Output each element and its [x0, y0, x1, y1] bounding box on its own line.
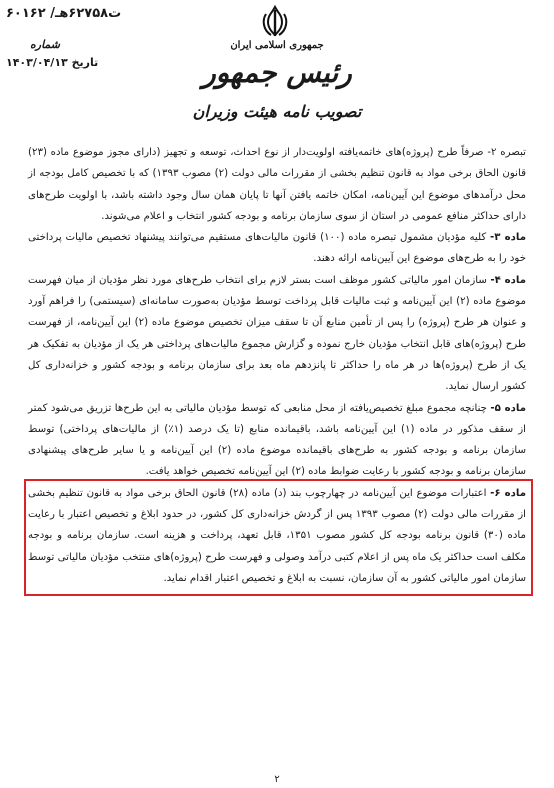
president-title: رئیس جمهور	[202, 56, 352, 89]
date-label: تاریخ	[71, 56, 99, 69]
document-body	[28, 142, 526, 589]
article-6-text: اعتبارات موضوع این آیین‌نامه در چهارچوب بند (د) ماده (۲۸) قانون الحاق برخی مواد به قانون تنظیم بخشی از مقررات مالی دولت (۲) مصوب ۱۳۹۳ پس از گردش خزانه‌داری کل کشور، در حدود ابلاغ و تخصیص اعتبار با رعایت ماده (۳۰) قانون برنامه بودجه کل کشور مصوب ۱۳۵۱، قابل تعهد، پرداخت و هزینه است. سازمان برنامه و بودجه مکلف است حداکثر یک ماه پس از اعلام کتبی درآمد وصولی و فهرست طرح (پروژه)های منتخب مؤدیان مالیاتی توسط سازمان امور مالیاتی کشور به آن سازمان، نسبت به ابلاغ و تخصیص اعتبار اقدام نماید.	[28, 487, 526, 584]
page-number: ۲	[274, 774, 280, 785]
republic-title: جمهوری اسلامی ایران	[230, 40, 324, 51]
article-4-text: سازمان امور مالیاتی کشور موظف است بستر لازم برای انتخاب طرح‌های مورد نظر مؤدیان از میان فهرست موضوع ماده (۲) این آیین‌نامه و ثبت مالیات قابل پرداخت توسط مؤدیان به‌صورت سامانه‌ای (سیستمی) را فراهم آورد و عنوان هر طرح (پروژه) را پس از تأمین منابع آن تا سقف میزان تخصیص موضوع ماده (۲) این آیین‌نامه، از فهرست طرح (پروژه)های قابل انتخاب مؤدیان خارج نموده و گزارش مجموع مالیات‌های پرداختی هر یک از مؤدیان به تفکیک هر یک از طرح (پروژه)ها در هر ماه را حداکثر تا پانزدهم ماه بعد برای سازمان برنامه و بودجه کشور و خزانه‌داری کل کشور ارسال نماید.	[28, 274, 526, 393]
article-3-title: ماده ۳-	[490, 232, 527, 244]
cabinet-resolution-title: تصویب نامه هیئت وزیران	[192, 102, 362, 121]
date-value: ۱۴۰۳/۰۴/۱۳	[6, 56, 68, 69]
article-5-title: ماده ۵-	[490, 402, 527, 414]
article-6-title: ماده ۶-	[490, 487, 527, 499]
iran-emblem-icon	[257, 4, 293, 40]
letter-number: ۶۰۱۶۲ /ت۶۲۷۵۸هـ	[6, 6, 122, 21]
article-3-text: کلیه مؤدیان مشمول تبصره ماده (۱۰۰) قانون مالیات‌های مستقیم می‌توانند پیشنهاد تخصیص مالیات پرداختی خود را به طرح‌های موضوع این آیین‌نامه ارائه دهند.	[28, 232, 526, 265]
article-5-paragraph	[28, 398, 526, 483]
article-5-text: چنانچه مجموع مبلغ تخصیص‌یافته از محل منابعی که توسط مؤدیان مالیاتی به این طرح‌ها تزریق می‌شود کمتر از سقف مذکور در ماده (۱) این آیین‌نامه باشد، باقیمانده منابع (تا یک درصد (۱٪) از مالیات‌های پرداختی) توسط سازمان برنامه و بودجه کشور به طرح‌های باقیمانده موضوع ماده (۲) این آیین‌نامه و یا سایر طرح‌های پیشنهادی سازمان برنامه و بودجه کشور با رعایت ضوابط ماده (۲) این آیین‌نامه تخصیص خواهد یافت.	[28, 402, 527, 478]
article-3-paragraph	[28, 227, 526, 270]
article-4-paragraph	[28, 270, 526, 398]
note-2-paragraph: تبصره ۲- صرفاً طرح (پروژه)های خاتمه‌یافته اولویت‌دار از نوع احداث، توسعه و تجهیز (دارای مجوز موضوع ماده (۲۳) قانون الحاق برخی مواد به قانون تنظیم بخشی از مقررات مالی دولت (۲) مصوب ۱۳۹۳) که با تخصیص کامل بودجه از محل درآمدهای موضوع این آیین‌نامه، امکان خاتمه یافتن آنها تا پایان همان سال وجود داشته باشد، با اولویت طرح‌های دارای حداکثر منافع عمومی در استان از سوی سازمان برنامه و بودجه کشور انتخاب و اعلام می‌شوند.	[28, 147, 526, 222]
article-6-paragraph	[28, 483, 526, 589]
article-4-title: ماده ۴-	[490, 274, 527, 286]
number-label-text: شماره	[30, 38, 61, 51]
